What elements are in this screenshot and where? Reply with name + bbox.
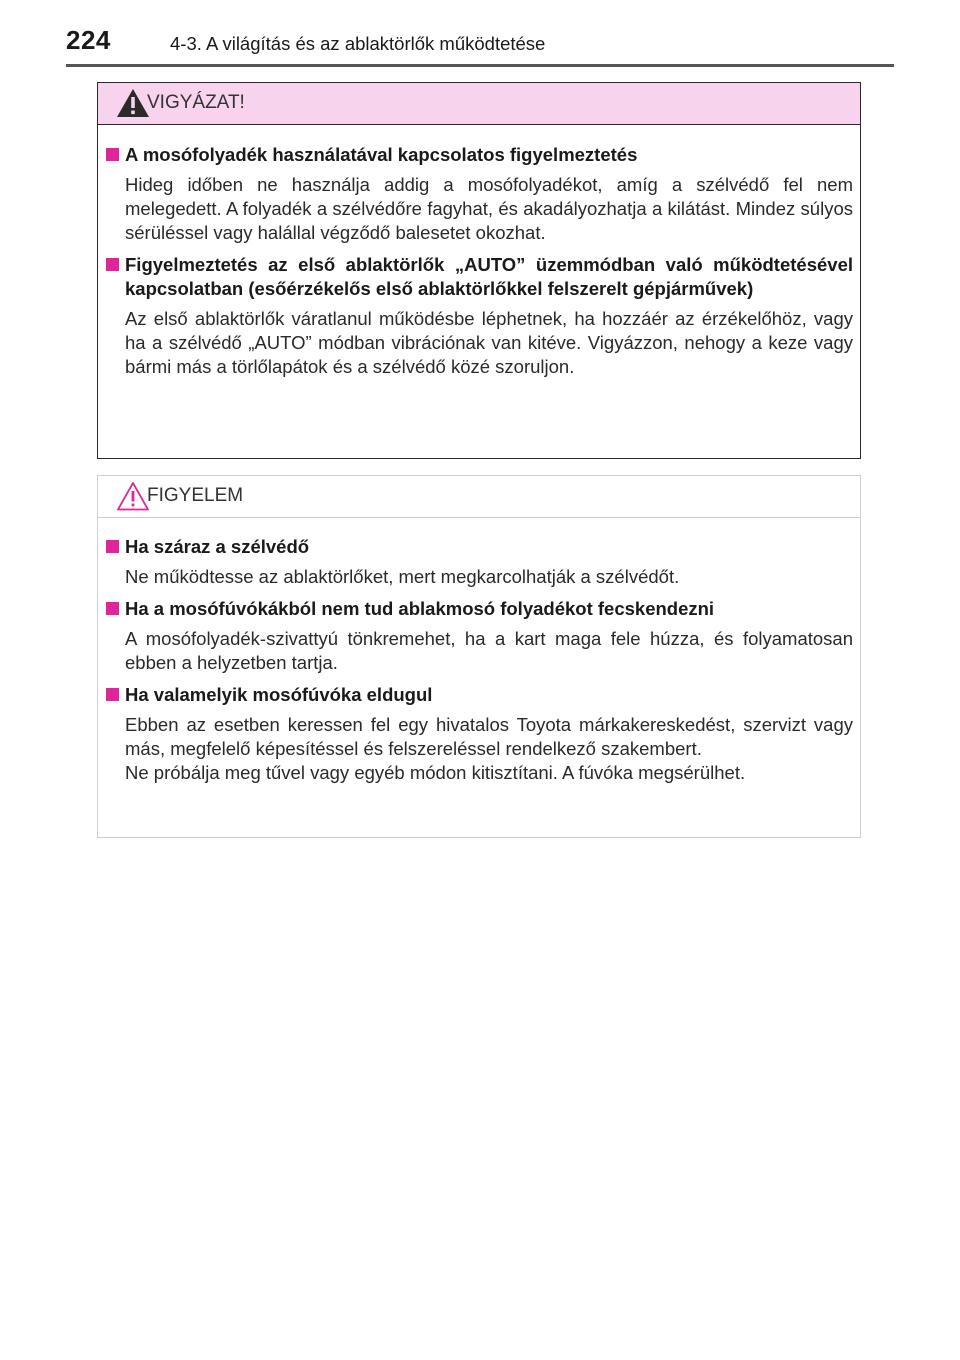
square-bullet-icon — [106, 688, 119, 701]
caution-item — [106, 143, 853, 245]
notice-item-title — [106, 683, 853, 707]
notice-item-title-text: Ha valamelyik mosófúvóka eldugul — [125, 684, 433, 705]
square-bullet-icon — [106, 258, 119, 271]
square-bullet-icon — [106, 148, 119, 161]
caution-title: VIGYÁZAT! — [147, 92, 245, 113]
section-title: 4-3. A világítás és az ablaktörlők működtetése — [170, 33, 546, 54]
notice-item-text: A mosófolyadék-szivattyú tönkremehet, ha a kart maga fele húzza, és folyamatosan ebben a helyzetben tartja. — [125, 628, 853, 673]
notice-title: FIGYELEM — [147, 485, 244, 506]
caution-item — [106, 253, 853, 379]
notice-item-title-text: Ha a mosófúvókákból nem tud ablakmosó folyadékot fecskendezni — [125, 598, 715, 619]
notice-item — [106, 597, 853, 675]
caution-item-text: Az első ablaktörlők váratlanul működésbe léphetnek, ha hozzáér az érzékelőhöz, vagy ha a szélvédő „AUTO” módban vibrációnak van kitéve. Vigyázzon, nehogy a keze vagy bármi más a törlőlapátok és a szélvédő közé szoruljon. — [125, 308, 853, 377]
caution-item-title — [106, 253, 853, 301]
notice-box-body — [98, 518, 860, 785]
caution-box — [97, 82, 861, 459]
square-bullet-icon — [106, 602, 119, 615]
notice-box — [97, 475, 861, 838]
caution-item-title-text: Figyelmeztetés az első ablaktörlők „AUTO” üzemmódban való működtetésével kapcsolatban (esőérzékelős első ablaktörlőkkel felszerelt gépjárművek) — [125, 254, 853, 299]
warning-triangle-outline-icon — [116, 480, 150, 512]
notice-item — [106, 535, 853, 589]
notice-item-text: Ne működtesse az ablaktörlőket, mert megkarcolhatják a szélvédőt. — [125, 566, 680, 587]
caution-item-title-text: A mosófolyadék használatával kapcsolatos figyelmeztetés — [125, 144, 638, 165]
notice-item-title-text: Ha száraz a szélvédő — [125, 536, 310, 557]
notice-item-title — [106, 535, 853, 559]
notice-item-text-extra: Ne próbálja meg tűvel vagy egyéb módon kitisztítani. A fúvóka megsérülhet. — [125, 762, 746, 783]
notice-item — [106, 683, 853, 785]
notice-item-title — [106, 597, 853, 621]
notice-item-text: Ebben az esetben keressen fel egy hivatalos Toyota márkakereskedést, szervizt vagy más, megfelelő képesítéssel és felszereléssel rendelkező szakembert. — [125, 714, 853, 759]
page-number: 224 — [66, 25, 111, 55]
notice-box-header — [98, 476, 860, 518]
page-header — [66, 22, 894, 67]
caution-item-text: Hideg időben ne használja addig a mosófolyadékot, amíg a szélvédő fel nem melegedett. A folyadék a szélvédőre fagyhat, és akadályozhatja a kilátást. Mindez súlyos sérüléssel vagy halállal végződő balesetet okozhat. — [125, 174, 853, 243]
square-bullet-icon — [106, 540, 119, 553]
caution-box-header — [98, 83, 860, 125]
caution-item-title — [106, 143, 853, 167]
warning-triangle-filled-icon — [116, 87, 150, 119]
caution-box-body — [98, 125, 860, 379]
